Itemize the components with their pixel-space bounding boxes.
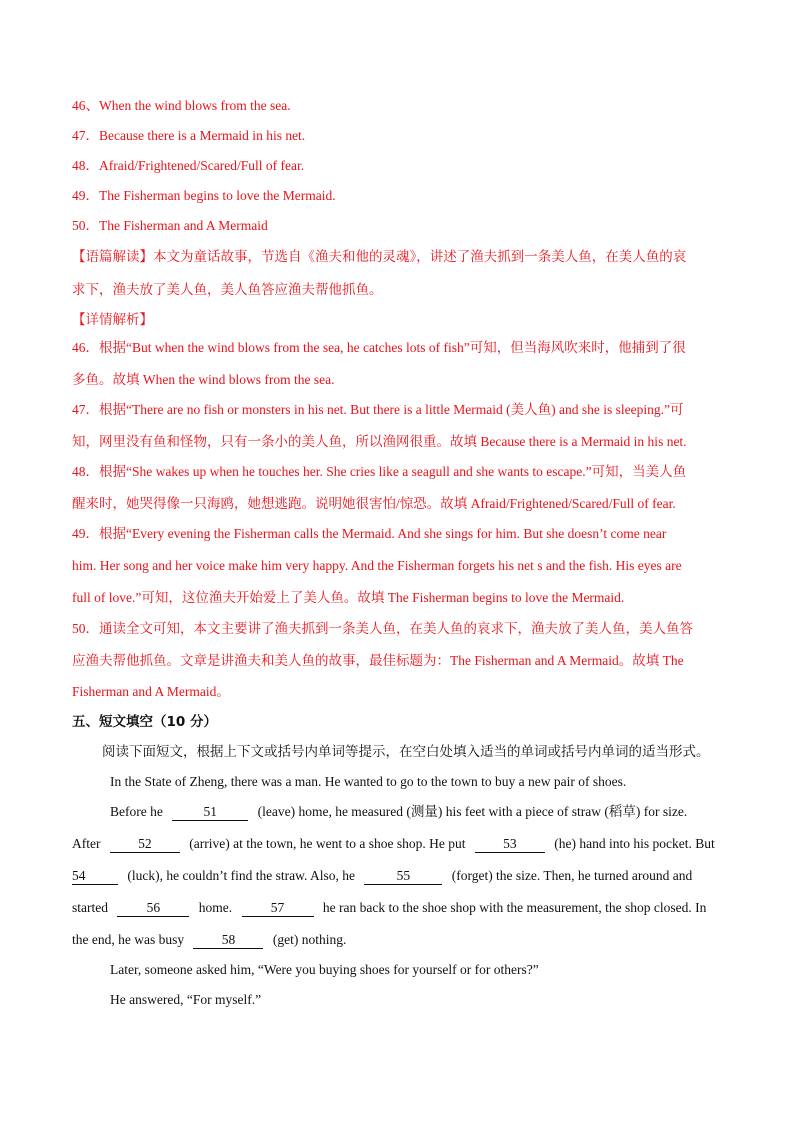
detail-line: 50．通读全文可知，本文主要讲了渔夫抓到一条美人鱼，在美人鱼的哀求下，渔夫放了美人鱼，美人鱼答: [72, 621, 693, 636]
passage-paragraph-3: Later, someone asked him, “Were you buying shoes for yourself or for others?”: [110, 962, 539, 977]
detail-line: him. Her song and her voice make him very happy. And the Fisherman forgets his net s and the fish. His eyes are: [72, 558, 682, 573]
answer-49: 49．The Fisherman begins to love the Mermaid.: [72, 188, 336, 203]
detail-heading: 【详情解析】: [72, 312, 153, 327]
answer-46: 46、When the wind blows from the sea.: [72, 98, 291, 113]
section-title: 五、短文填空（10 分）: [72, 714, 217, 730]
blank-57[interactable]: 57: [242, 900, 314, 917]
detail-line: 46．根据“But when the wind blows from the sea, he catches lots of fish”可知，但当海风吹来时，他捕到了很: [72, 340, 686, 355]
reading-summary-line-2: 求下，渔夫放了美人鱼，美人鱼答应渔夫帮他抓鱼。: [72, 282, 383, 297]
detail-line: 48．根据“She wakes up when he touches her. She cries like a seagull and she wants to escape.”可知，当美人鱼: [72, 464, 687, 479]
detail-line: 知，网里没有鱼和怪物，只有一条小的美人鱼，所以渔网很重。故填 Because there is a Mermaid in his net.: [72, 434, 687, 449]
answer-50: 50．The Fisherman and A Mermaid: [72, 218, 268, 233]
passage-line: Before he 51 (leave) home, he measured (测量) his feet with a piece of straw (稻草) for size.: [110, 804, 688, 819]
blank-51[interactable]: 51: [172, 804, 248, 821]
blank-53[interactable]: 53: [475, 836, 545, 853]
answer-47: 47．Because there is a Mermaid in his net.: [72, 128, 306, 143]
passage-line: 54 (luck), he couldn’t find the straw. Also, he 55 (forget) the size. Then, he turned around and: [72, 868, 693, 883]
blank-55[interactable]: 55: [364, 868, 442, 885]
blank-56[interactable]: 56: [117, 900, 189, 917]
detail-line: Fisherman and A Mermaid。: [72, 684, 230, 699]
passage-intro: In the State of Zheng, there was a man. He wanted to go to the town to buy a new pair of shoes.: [110, 774, 627, 789]
answer-48: 48．Afraid/Frightened/Scared/Full of fear.: [72, 158, 305, 173]
passage-line: the end, he was busy 58 (get) nothing.: [72, 932, 347, 947]
detail-line: 47．根据“There are no fish or monsters in his net. But there is a little Mermaid (美人鱼) and she is sleeping.”可: [72, 402, 684, 417]
detail-line: 醒来时，她哭得像一只海鸥，她想逃跑。说明她很害怕/惊恐。故填 Afraid/Frightened/Scared/Full of fear.: [72, 496, 676, 511]
passage-line: started 56 home. 57 he ran back to the shoe shop with the measurement, the shop closed. In: [72, 900, 707, 915]
passage-line: After 52 (arrive) at the town, he went to a shoe shop. He put 53 (he) hand into his pocket. But: [72, 836, 715, 851]
blank-54[interactable]: 54: [72, 868, 118, 885]
detail-line: full of love.”可知，这位渔夫开始爱上了美人鱼。故填 The Fisherman begins to love the Mermaid.: [72, 590, 625, 605]
reading-summary-line-1: 【语篇解读】本文为童话故事，节选自《渔夫和他的灵魂》，讲述了渔夫抓到一条美人鱼，在美人鱼的哀: [72, 249, 687, 264]
passage-paragraph-4: He answered, “For myself.”: [110, 992, 262, 1007]
detail-line: 多鱼。故填 When the wind blows from the sea.: [72, 372, 335, 387]
detail-line: 应渔夫帮他抓鱼。文章是讲渔夫和美人鱼的故事，最佳标题为：The Fisherman and A Mermaid。故填 The: [72, 653, 684, 668]
section-instruction: 阅读下面短文，根据上下文或括号内单词等提示，在空白处填入适当的单词或括号内单词的适当形式。: [102, 744, 710, 759]
blank-52[interactable]: 52: [110, 836, 180, 853]
blank-58[interactable]: 58: [193, 932, 263, 949]
detail-line: 49．根据“Every evening the Fisherman calls the Mermaid. And she sings for him. But she doesn’t come near: [72, 526, 667, 541]
